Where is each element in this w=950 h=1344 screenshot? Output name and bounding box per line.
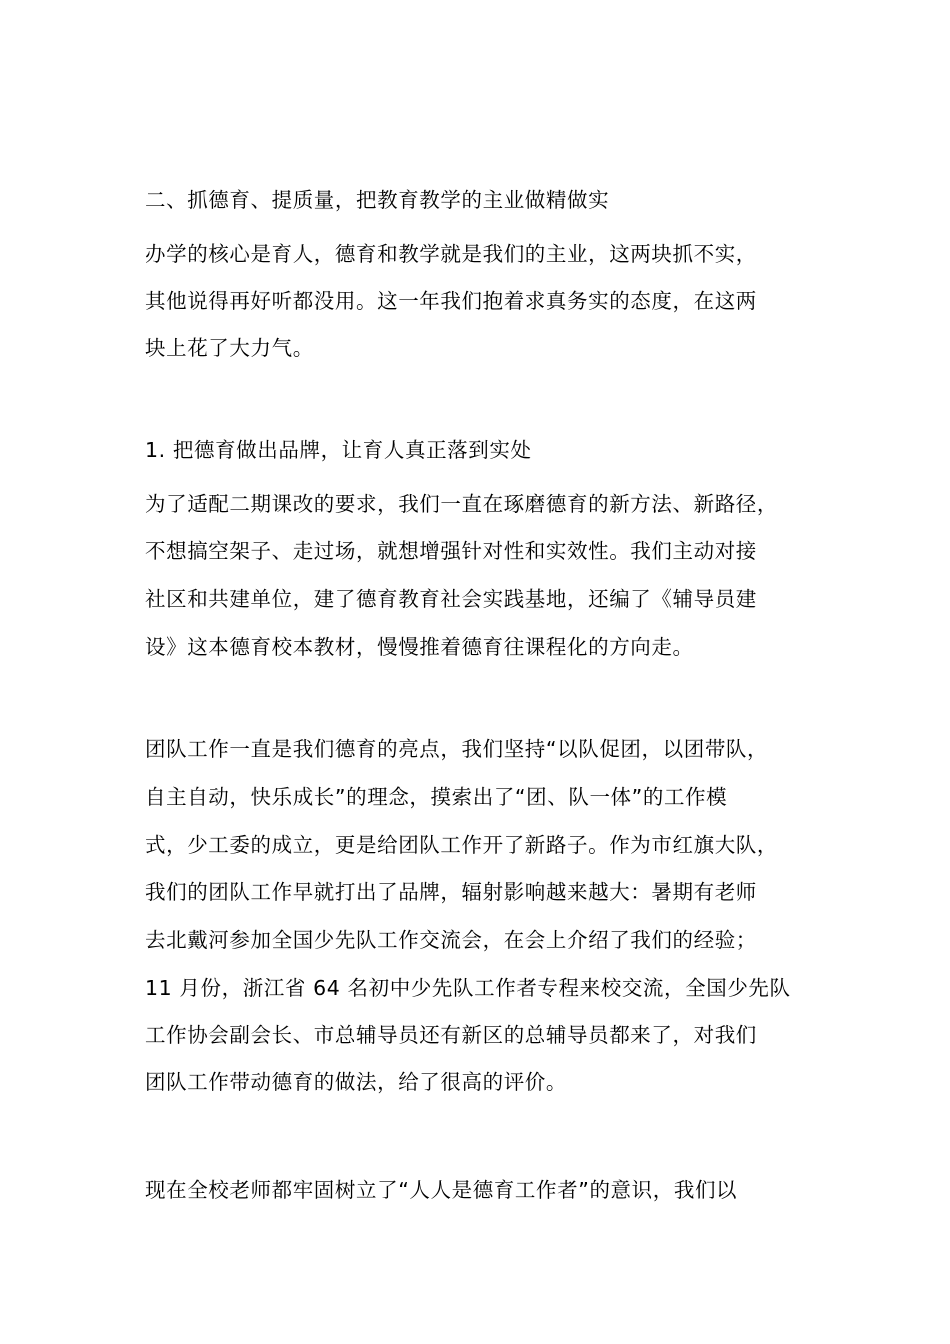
paragraph-line: 工作协会副会长、市总辅导员还有新区的总辅导员都来了，对我们 xyxy=(145,1023,757,1047)
paragraph-line: 我们的团队工作早就打出了品牌，辐射影响越来越大：暑期有老师 xyxy=(145,880,757,904)
paragraph-line: 自主自动，快乐成长”的理念，摸索出了“团、队一体”的工作模 xyxy=(145,785,728,809)
paragraph-line: 不想搞空架子、走过场，就想增强针对性和实效性。我们主动对接 xyxy=(145,539,757,563)
paragraph-line: 团队工作一直是我们德育的亮点，我们坚持“以队促团，以团带队， xyxy=(145,737,769,761)
intro-line: 块上花了大力气。 xyxy=(145,336,314,360)
paragraph-line: 现在全校老师都牢固树立了“人人是德育工作者”的意识，我们以 xyxy=(145,1178,738,1202)
subheading: 1. 把德育做出品牌，让育人真正落到实处 xyxy=(145,438,532,462)
paragraph-line: 为了适配二期课改的要求，我们一直在琢磨德育的新方法、新路径， xyxy=(145,492,778,516)
paragraph-line: 设》这本德育校本教材，慢慢推着德育往课程化的方向走。 xyxy=(145,635,694,659)
section-heading: 二、抓德育、提质量，把教育教学的主业做精做实 xyxy=(145,188,610,212)
paragraph-line: 11 月份，浙江省 64 名初中少先队工作者专程来校交流，全国少先队 xyxy=(145,976,791,1000)
paragraph-line: 式，少工委的成立，更是给团队工作开了新路子。作为市红旗大队， xyxy=(145,833,778,857)
paragraph-line: 去北戴河参加全国少先队工作交流会，在会上介绍了我们的经验； xyxy=(145,928,757,952)
intro-line: 其他说得再好听都没用。这一年我们抱着求真务实的态度，在这两 xyxy=(145,289,757,313)
paragraph-line: 团队工作带动德育的做法，给了很高的评价。 xyxy=(145,1070,567,1094)
intro-line: 办学的核心是育人，德育和教学就是我们的主业，这两块抓不实， xyxy=(145,242,757,266)
paragraph-line: 社区和共建单位，建了德育教育社会实践基地，还编了《辅导员建 xyxy=(145,587,757,611)
